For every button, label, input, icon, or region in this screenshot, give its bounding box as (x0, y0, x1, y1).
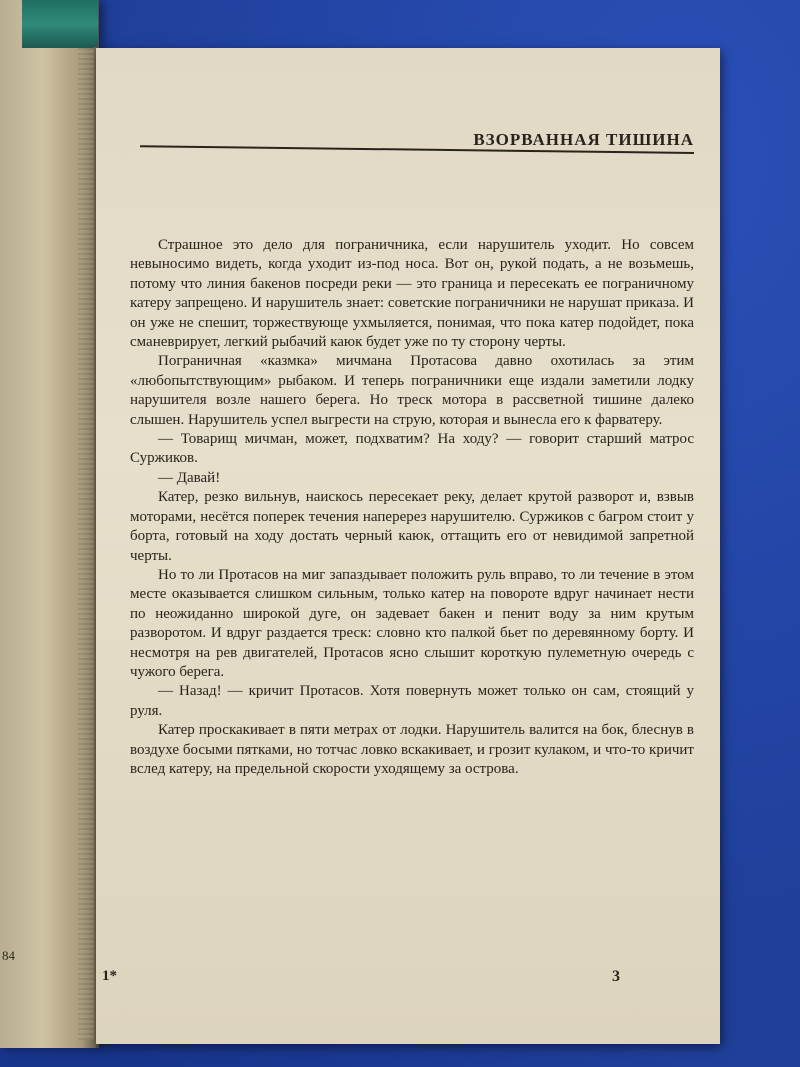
paragraph: Пограничная «казмка» мичмана Протасова давно охотилась за этим «любопытствующим» рыбаком. И теперь пограничники еще издали заметили лодку нарушителя возле нашего берега. Но треск мотора в рассветной тишине далеко слышен. Нарушитель успел выгрести на струю, которая и вынесла его к фарватеру. (130, 353, 694, 428)
running-header (96, 118, 694, 154)
page-number: 3 (612, 968, 620, 985)
paragraph: — Товарищ мичман, может, подхватим? На ходу? — говорит старший матрос Суржиков. (130, 431, 694, 467)
paragraph: Катер проскакивает в пяти метрах от лодки. Нарушитель валится на бок, блеснув в воздухе босыми пятками, но тотчас ловко вскакивает, и грозит кулаком, и что-то кричит вслед катеру, на предельной скорости уходящему за острова. (130, 722, 694, 777)
body-text (130, 236, 694, 779)
book-spine (22, 0, 98, 48)
paragraph: Страшное это дело для пограничника, если нарушитель уходит. Но совсем невыносимо видеть, когда уходит из-под носа. Вот он, рукой подать, а не возьмешь, потому что линия бакенов посреди реки — это граница и пересекать ее пограничному катеру запрещено. И нарушитель знает: советские пограничники не нарушат приказа. И он уже не спешит, торжествующе ухмыляется, понимая, что пока катер подойдет, пока сманеврирует, легкий рыбачий каюк будет уже по ту сторону черты. (130, 237, 694, 351)
signature-mark: 1* (102, 968, 117, 984)
paragraph: — Давай! (158, 469, 221, 486)
paragraph: — Назад! — кричит Протасов. Хотя повернуть может только он сам, стоящий у руля. (130, 683, 694, 719)
page-edge (78, 10, 94, 1040)
book-page (96, 48, 720, 1044)
running-title: ВЗОРВАННАЯ ТИШИНА (473, 130, 694, 149)
previous-page (0, 0, 99, 1048)
previous-page-number: 84 (2, 948, 15, 963)
paragraph: Но то ли Протасов на миг запаздывает положить руль вправо, то ли течение в этом месте оказывается слишком сильным, только катер на повороте вдруг начинает нести по неожиданно широкой дуге, он задевает бакен и пенит воду за ним крутым разворотом. И вдруг раздается треск: словно кто палкой бьет по деревянному борту. И несмотря на рев двигателей, Протасов ясно слышит короткую пулеметную очередь с чужого берега. (130, 566, 694, 680)
paragraph: Катер, резко вильнув, наискось пересекает реку, делает крутой разворот и, взвыв моторами, несётся поперек течения наперерез нарушителю. Суржиков с багром стоит у борта, готовый на ходу достать черный каюк, оттащить его от невидимой запретной черты. (130, 489, 694, 564)
